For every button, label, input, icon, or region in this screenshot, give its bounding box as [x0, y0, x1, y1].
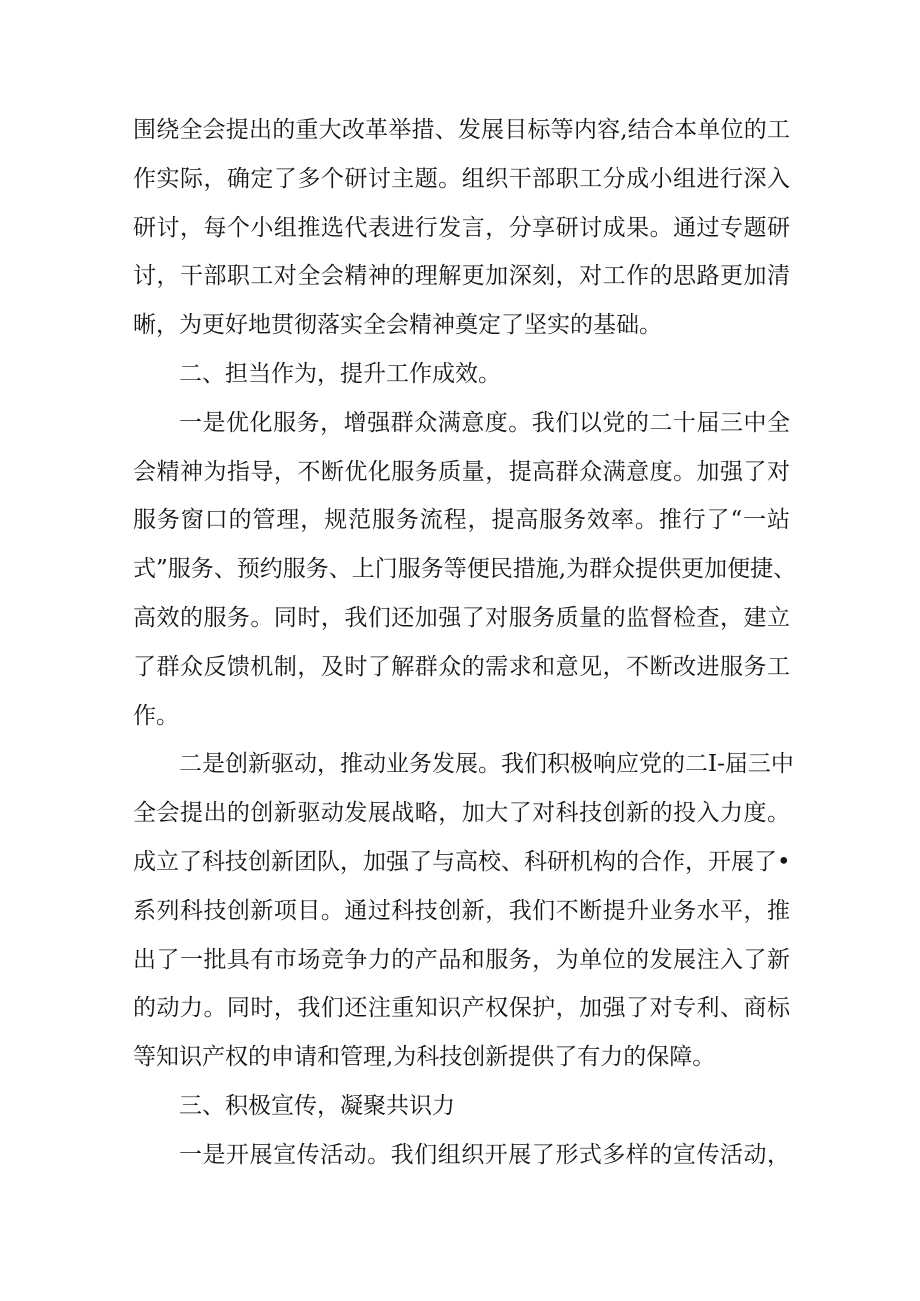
text-line: 服务窗口的管理，规范服务流程，提高服务效率。推行了“一站 [133, 507, 790, 534]
text-line: 了群众反馈机制，及时了解群众的需求和意见，不断改进服务工 [133, 653, 790, 680]
text-line: 一是优化服务，增强群众满意度。我们以党的二十届三中全 [179, 409, 790, 436]
text-line: 作。 [133, 702, 179, 729]
text-line: 会精神为指导，不断优化服务质量，提高群众满意度。加强了对 [133, 458, 790, 485]
paragraph-continued [133, 106, 790, 350]
text-line: 全会提出的创新驱动发展战略，加大了对科技创新的投入力度。 [133, 800, 790, 827]
text-line: 出了一批具有市场竞争力的产品和服务，为单位的发展注入了新 [133, 946, 790, 973]
section-heading-text: 二、担当作为，提升工作成效。 [179, 360, 501, 387]
paragraph [133, 740, 794, 1082]
text-line: 研讨，每个小组推选代表进行发言，分享研讨成果。通过专题研 [133, 214, 790, 241]
text-line: 一是开展宣传活动。我们组织开展了形式多样的宣传活动， [179, 1141, 790, 1168]
section-heading-text: 三、积极宣传，凝聚共识力 [179, 1092, 455, 1119]
section-heading [133, 1082, 790, 1131]
text-line: 高效的服务。同时，我们还加强了对服务质量的监督检查，建立 [133, 604, 790, 631]
text-line: 作实际，确定了多个研讨主题。组织干部职工分成小组进行深入 [133, 165, 790, 192]
text-line: 讨，干部职工对全会精神的理解更加深刻，对工作的思路更加清 [133, 263, 790, 290]
text-line: 晰，为更好地贯彻落实全会精神奠定了坚实的基础。 [133, 312, 662, 339]
paragraph [133, 1131, 790, 1180]
text-line: 二是创新驱动，推动业务发展。我们积极响应党的二I-届三中 [179, 751, 794, 778]
section-heading [133, 350, 790, 399]
text-line: 成立了科技创新团队，加强了与高校、科研机构的合作，开展了• [133, 848, 791, 875]
document-page [133, 106, 797, 1180]
text-line: 围绕全会提出的重大改革举措、发展目标等内容,结合本单位的工 [133, 117, 790, 143]
paragraph [133, 399, 797, 741]
text-line: 系列科技创新项目。通过科技创新，我们不断提升业务水平，推 [133, 897, 790, 924]
text-line: 等知识产权的申请和管理,为科技创新提供了有力的保障。 [133, 1044, 716, 1071]
text-line: 式”服务、预约服务、上门服务等便民措施,为群众提供更加便捷、 [133, 556, 797, 583]
text-line: 的动力。同时，我们还注重知识产权保护，加强了对专利、商标 [133, 995, 790, 1022]
